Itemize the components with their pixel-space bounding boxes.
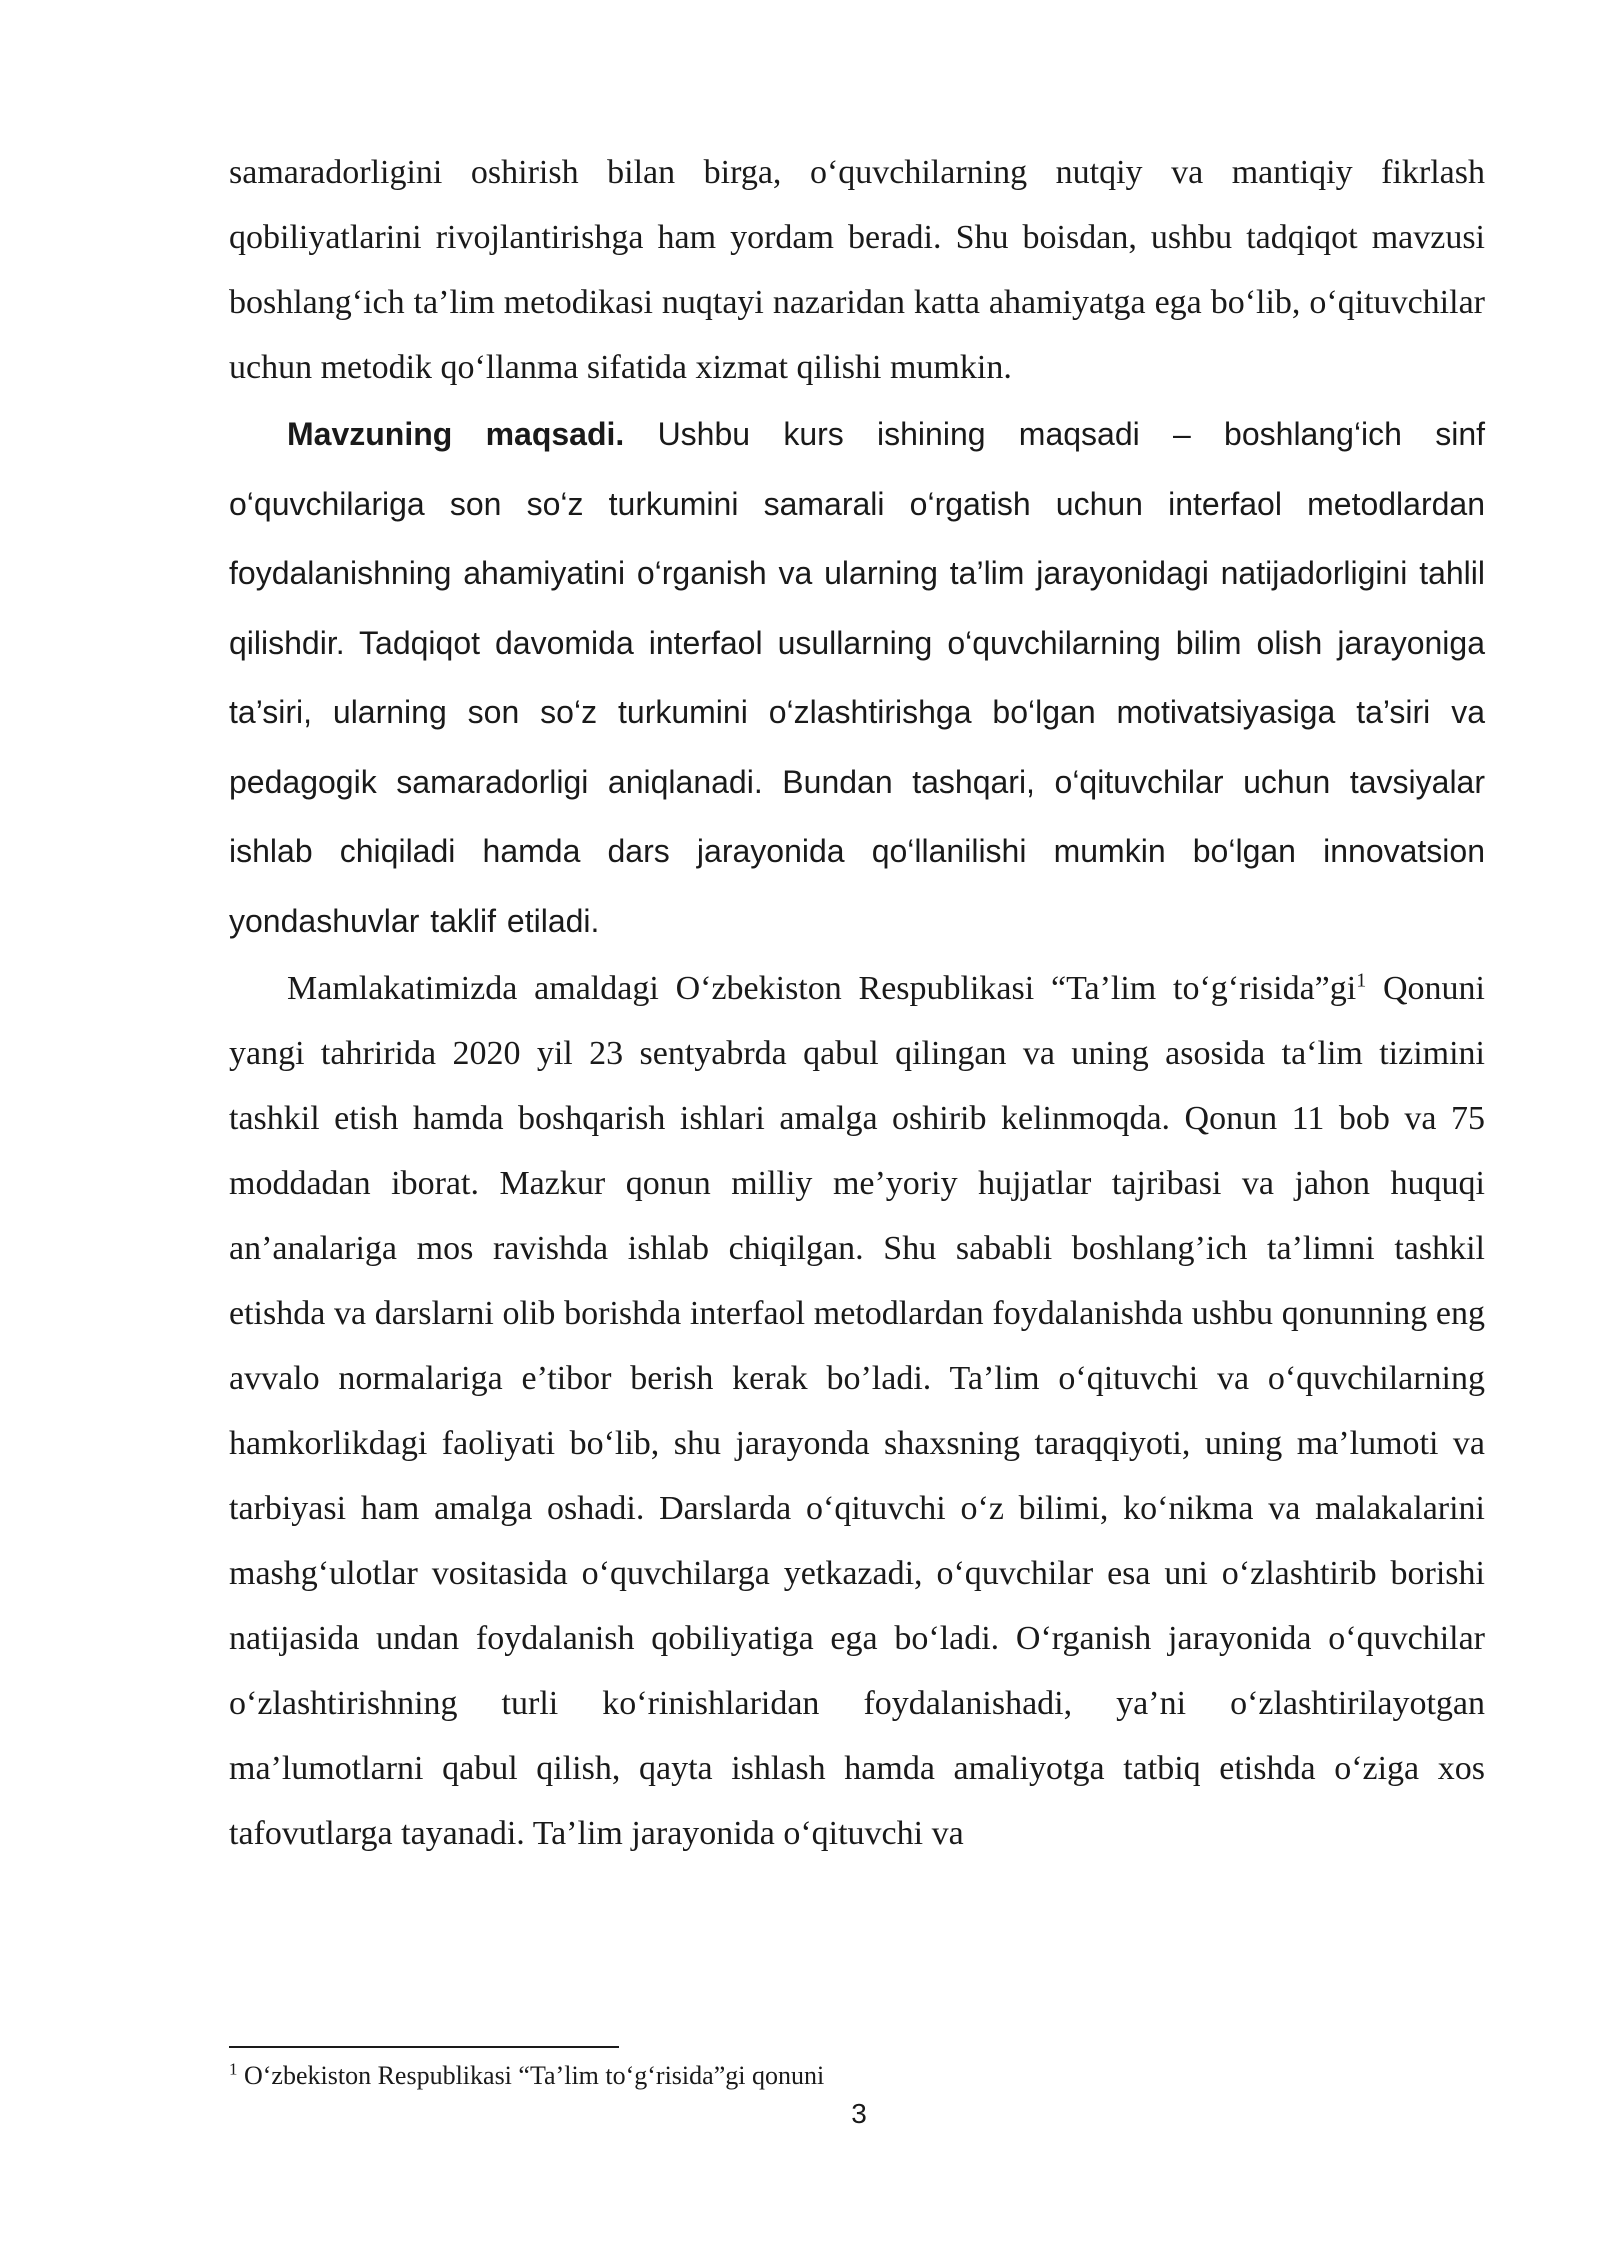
footnote-separator bbox=[229, 2046, 619, 2048]
paragraph-text: Qonuni yangi tahririda 2020 yil 23 sentyabrda qabul qilingan va uning asosida ta‘lim tizimini tashkil etish hamda boshqarish ishlari amalga oshirib kelinmoqda. Qonun 11 bob va 75 moddadan iborat. Mazkur qonun milliy me’yoriy hujjatlar tajribasi va jahon huquqi an’analariga mos ravishda ishlab chiqilgan. Shu sababli boshlang’ich ta’limni tashkil etishda va darslarni olib borishda interfaol metodlardan foydalanishda ushbu qonunning eng avvalo normalariga e’tibor berish kerak bo’ladi. Ta’lim o‘qituvchi va o‘quvchilarning hamkorlikdagi faoliyati bo‘lib, shu jarayonda shaxsning taraqqiyoti, uning ma’lumoti va tarbiyasi ham amalga oshadi. Darslarda o‘qituvchi o‘z bilimi, ko‘nikma va malakalarini mashg‘ulotlar vositasida o‘quvchilarga yetkazadi, o‘quvchilar esa uni o‘zlashtirib borishi natijasida undan foydalanish qobiliyatiga ega bo‘ladi. O‘rganish jarayonida o‘quvchilar o‘zlashtirishning turli ko‘rinishlaridan foydalanishadi, ya’ni o‘zlashtirilayotgan ma’lumotlarni qabul qilish, qayta ishlash hamda amaliyotga tatbiq etishda o‘ziga xos tafovutlarga tayanadi. Ta’lim jarayonida o‘qituvchi va bbox=[229, 970, 1485, 1852]
body-text bbox=[229, 140, 1485, 1866]
paragraph-continuation bbox=[229, 140, 1485, 400]
page-number: 3 bbox=[851, 2098, 867, 2129]
paragraph-text: Ushbu kurs ishining maqsadi – boshlang‘ich sinf o‘quvchilariga son so‘z turkumini samarali o‘rgatish uchun interfaol metodlardan foydalanishning ahamiyatini o‘rganish va ularning ta’lim jarayonidagi natijadorligini tahlil qilishdir. Tadqiqot davomida interfaol usullarning o‘quvchilarning bilim olish jarayoniga ta’siri, ularning son so‘z turkumini o‘zlashtirishga bo‘lgan motivatsiyasiga ta’siri va pedagogik samaradorligi aniqlanadi. Bundan tashqari, o‘qituvchilar uchun tavsiyalar ishlab chiqiladi hamda dars jarayonida qo‘llanilishi mumkin bo‘lgan innovatsion yondashuvlar taklif etiladi. bbox=[229, 416, 1486, 939]
paragraph-text: Mamlakatimizda amaldagi O‘zbekiston Respublikasi “Ta’lim to‘g‘risida”gi bbox=[287, 970, 1357, 1007]
footnote-text: O‘zbekiston Respublikasi “Ta’lim to‘g‘risida”gi qonuni bbox=[237, 2061, 825, 2090]
objective-heading: Mavzuning maqsadi. bbox=[287, 416, 625, 452]
footnote-marker: 1 bbox=[229, 2059, 238, 2079]
paragraph-objective bbox=[229, 400, 1485, 956]
footnote bbox=[229, 2058, 1485, 2094]
footnote-reference[interactable]: 1 bbox=[1356, 969, 1367, 992]
paragraph-text: samaradorligini oshirish bilan birga, o‘quvchilarning nutqiy va mantiqiy fikrlash qobiliyatlarini rivojlantirishga ham yordam beradi. Shu boisdan, ushbu tadqiqot mavzusi boshlang‘ich ta’lim metodikasi nuqtayi nazaridan katta ahamiyatga ega bo‘lib, o‘qituvchilar uchun metodik qo‘llanma sifatida xizmat qilishi mumkin. bbox=[229, 154, 1485, 386]
paragraph-law bbox=[229, 956, 1485, 1866]
